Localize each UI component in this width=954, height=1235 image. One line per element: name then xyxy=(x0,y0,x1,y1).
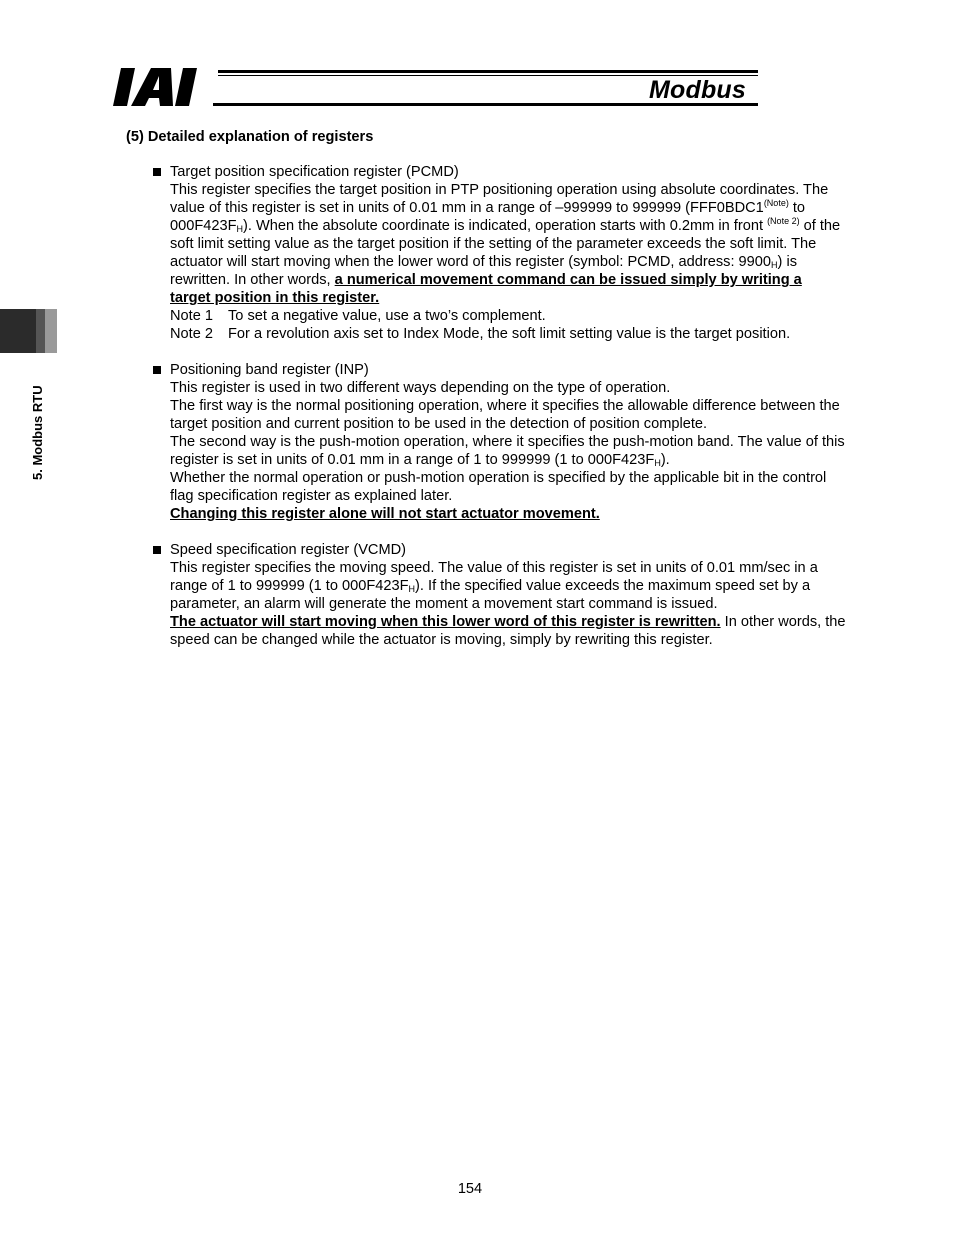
paragraph xyxy=(170,505,846,523)
text-run: ). xyxy=(660,452,670,468)
text-run: ). If the specified value exceeds the maximum speed set by a parameter, an alarm will generate the moment a movement start command is issued. xyxy=(170,578,811,612)
paragraph xyxy=(170,181,846,307)
header-rule-top xyxy=(218,70,758,73)
item-body xyxy=(126,559,846,649)
main-content xyxy=(126,128,846,667)
note-text: For a revolution axis set to Index Mode, the soft limit setting value is the target position. xyxy=(228,326,791,342)
section-title: (5) Detailed explanation of registers xyxy=(126,129,374,145)
note-row xyxy=(170,325,846,343)
emphasized-text: Changing this register alone will not start actuator movement. xyxy=(170,506,600,522)
text-run: In other words, the speed can be changed while the actuator is moving, simply by rewriting this register. xyxy=(170,614,846,648)
text-run: ). When the absolute coordinate is indicated, operation starts with 0.2mm in front xyxy=(243,218,768,234)
register-item-pcmd xyxy=(126,163,846,343)
emphasized-text: a numerical movement command can be issued simply by writing a target position in this register. xyxy=(170,272,802,306)
paragraph: The first way is the normal positioning operation, where it specifies the allowable difference between the target position and current position to be used in the detection of position complete. xyxy=(170,398,840,432)
register-item-inp xyxy=(126,361,846,523)
subscript: H xyxy=(771,260,778,270)
text-run: The second way is the push-motion operation, where it specifies the push-motion band. The value of this register is set in units of 0.01 mm in a range of 1 to 999999 (1 to 000F423F xyxy=(170,434,845,468)
item-heading-row xyxy=(126,361,846,379)
emphasized-text: The actuator will start moving when this lower word of this register is rewritten. xyxy=(170,614,721,630)
subscript: H xyxy=(236,224,244,234)
superscript: (Note 2) xyxy=(767,216,800,226)
paragraph xyxy=(170,613,846,649)
note-label: Note 1 xyxy=(170,308,213,324)
paragraph: Whether the normal operation or push-motion operation is specified by the applicable bit in the control flag specification register as explained later. xyxy=(170,470,827,504)
subscript: H xyxy=(654,458,661,468)
item-heading: Positioning band register (INP) xyxy=(170,362,369,378)
note-row xyxy=(170,307,846,325)
note-text: To set a negative value, use a two’s complement. xyxy=(228,308,546,324)
paragraph xyxy=(170,433,846,469)
superscript: (Note) xyxy=(763,198,789,208)
text-run: of the soft limit setting value as the target position if the setting of the parameter exceeds the soft limit. The actuator will start moving when the lower word of this register (symbol: PCMD, address: 9900 xyxy=(170,218,841,270)
chapter-tab-marker-mid xyxy=(36,309,45,353)
text-run: to 000F423F xyxy=(170,200,806,234)
chapter-tab-marker xyxy=(0,309,36,353)
note-label: Note 2 xyxy=(170,326,213,342)
subscript: H xyxy=(408,584,416,594)
item-body xyxy=(126,379,846,523)
text-run: This register specifies the target position in PTP positioning operation using absolute coordinates. The value of this register is set in units of 0.01 mm in a range of –999999 to 999999 (FFF0BDC1 xyxy=(170,182,829,216)
iai-logo xyxy=(113,68,213,106)
item-body xyxy=(126,181,846,343)
square-bullet-icon xyxy=(153,168,161,176)
item-heading-row xyxy=(126,541,846,559)
page-number: 154 xyxy=(457,1181,483,1197)
item-heading-row xyxy=(126,163,846,181)
chapter-side-label: 5. Modbus RTU xyxy=(30,385,45,480)
square-bullet-icon xyxy=(153,546,161,554)
item-heading: Speed specification register (VCMD) xyxy=(170,542,407,558)
square-bullet-icon xyxy=(153,366,161,374)
text-run: ) is rewritten. In other words, xyxy=(170,254,797,288)
paragraph: This register is used in two different ways depending on the type of operation. xyxy=(170,380,671,396)
item-heading: Target position specification register (PCMD) xyxy=(170,164,459,180)
header-title: Modbus xyxy=(648,76,746,104)
text-run: This register specifies the moving speed. The value of this register is set in units of 0.01 mm/sec in a range of 1 to 999999 (1 to 000F423F xyxy=(170,560,818,594)
paragraph xyxy=(170,559,846,613)
register-item-vcmd xyxy=(126,541,846,649)
chapter-tab-marker-light xyxy=(45,309,57,353)
